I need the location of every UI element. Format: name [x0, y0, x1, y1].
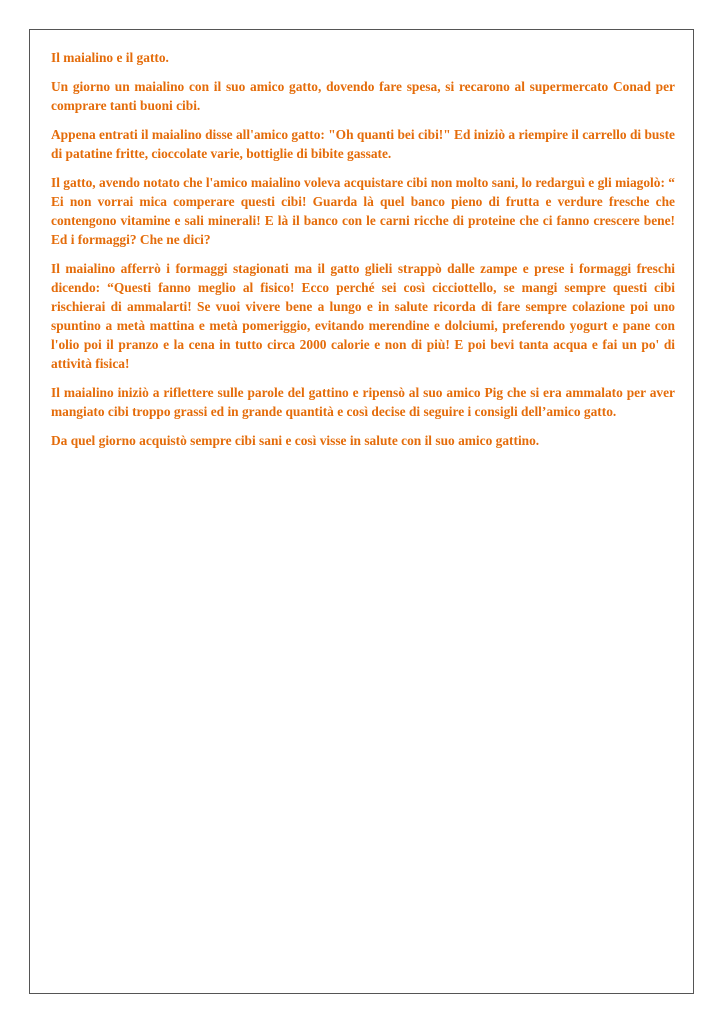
- paragraph: Un giorno un maialino con il suo amico gatto, dovendo fare spesa, si recarono al supermercato Conad per comprare tanti buoni cibi.: [51, 79, 675, 113]
- paragraph: Il gatto, avendo notato che l'amico maialino voleva acquistare cibi non molto sani, lo redarguì e gli miagolò: “ Ei non vorrai mica comperare questi cibi! Guarda là quel banco pieno di frutta e verdure fresche che contengono vitamine e sali minerali! E là il banco con le carni ricche di proteine che ci fanno crescere bene! Ed i formaggi? Che ne dici?: [51, 175, 675, 247]
- paragraph: Appena entrati il maialino disse all'amico gatto: "Oh quanti bei cibi!" Ed iniziò a riempire il carrello di buste di patatine fritte, cioccolate varie, bottiglie di bibite gassate.: [51, 127, 675, 161]
- document-body: [51, 48, 675, 460]
- document-title: Il maialino e il gatto.: [51, 50, 169, 65]
- paragraph: Il maialino iniziò a riflettere sulle parole del gattino e ripensò al suo amico Pig che si era ammalato per aver mangiato cibi troppo grassi ed in grande quantità e così decise di seguire i consigli dell’amico gatto.: [51, 385, 675, 419]
- paragraph: Da quel giorno acquistò sempre cibi sani e così visse in salute con il suo amico gattino.: [51, 433, 540, 448]
- paragraph: Il maialino afferrò i formaggi stagionati ma il gatto glieli strappò dalle zampe e prese i formaggi freschi dicendo: “Questi fanno meglio al fisico! Ecco perché sei così cicciottello, se mangi sempre questi cibi rischierai di ammalarti! Se vuoi vivere bene a lungo e in salute ricorda di fare sempre colazione poi uno spuntino a metà mattina e metà pomeriggio, evitando merendine e dolciumi, preferendo yogurt e pane con l'olio poi il pranzo e la cena in tutto circa 2000 calorie e non di più! E poi bevi tanta acqua e fai un po' di attività fisica!: [51, 261, 675, 371]
